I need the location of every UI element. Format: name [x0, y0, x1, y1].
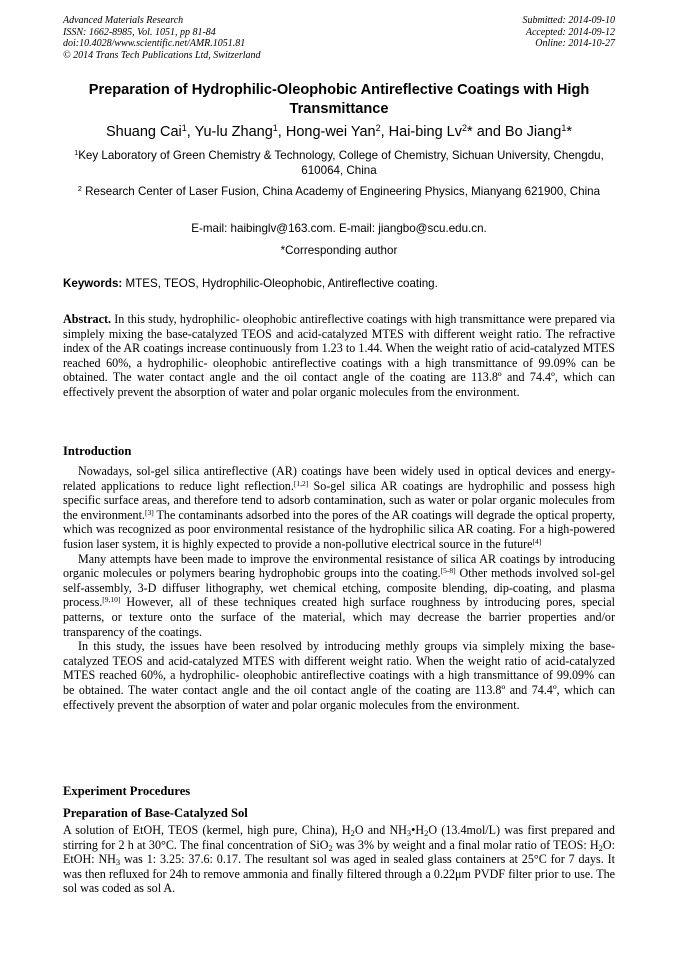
journal-copyright: © 2014 Trans Tech Publications Ltd, Switzerland: [63, 49, 261, 61]
affiliation-mark: 1: [74, 148, 79, 158]
subscript: 3: [115, 857, 121, 868]
text-run: Nowadays, sol-gel silica antireflective (AR) coatings have been widely used in optical devices and energy-related applications to reduce light reflection.: [63, 464, 615, 493]
abstract-text: In this study, hydrophilic- oleophobic antireflective coatings with high transmittance were prepared via simplely mixing the base-catalyzed TEOS and acid-catalyzed MTES with different weight ratio. The refractive index of the AR coatings increase continuously from 1.23 to 1.44. When the weight ratio of acid-catalyzed MTES reached 60%, a hydrophilic- oleophobic antireflective coatings with a high transmittance of 99.09% can be obtained. The water contact angle and the oil contact angle of the coating are 113.8º and 74.4º, which can effectively prevent the absorption of water and polar organic molecules from the environment.: [63, 312, 615, 399]
text-run: O and NH: [354, 823, 407, 837]
author-name: Hai-bing Lv: [388, 124, 462, 140]
text-run: O: EtOH: NH: [63, 837, 615, 867]
subscript: 2: [328, 842, 333, 853]
subscript: 3: [406, 828, 412, 839]
keywords-label: Keywords:: [63, 277, 123, 290]
introduction-paragraph-3: In this study, the issues have been resolved by introducing methly groups via simplely mixing the base-catalyzed TEOS and acid-catalyzed MTES with different weight ratio. When the weight ratio of acid-catalyzed MTES reached 60%, a hydrophilic- oleophobic antireflective coatings with a high transmittance of 99.09% can be obtained. The water contact angle and the oil contact angle of the coating are 113.8º and 74.4º, which can effectively prevent the absorption of water and polar organic molecules from the environment.: [63, 639, 615, 712]
abstract-label: Abstract.: [63, 312, 112, 326]
paper-title: Preparation of Hydrophilic-Oleophobic Antireflective Coatings with High Transmittance: [88, 82, 590, 117]
corresponding-star: *: [467, 124, 473, 140]
affiliation-mark: 2: [77, 184, 82, 194]
text-run: •H: [411, 823, 425, 837]
text-run: Many attempts have been made to improve the environmental resistance of silica AR coatings by introducing organic molecules or polymers bearing hydrophobic groups into the coating.: [63, 551, 615, 581]
text-run: Other methods involved sol-gel self-assembly, 3-D diffuser lithography, wet chemical etching, composite blending, dip-coating, and plasma process.: [63, 566, 615, 610]
experiment-paragraph-1: [63, 823, 615, 896]
text-run: However, all of these techniques created high surface roughness by introducing pores, special patterns, or texture onto the surface of the material, which may decrease the barrier properties and/or transparency of the coatings.: [63, 595, 615, 639]
base-catalyzed-sol-body: [63, 823, 615, 896]
author-conjunction: and: [476, 124, 501, 140]
publication-dates: [523, 15, 616, 50]
citation: [5-8]: [440, 566, 456, 576]
text-run: O (13.4mol/L) was first prepared and stirring for 2 h at 30°C. The final concentration of SiO: [63, 823, 615, 852]
citation: [9,10]: [102, 595, 121, 605]
experiment-heading: Experiment Procedures: [63, 784, 191, 798]
author-separator: ,: [186, 124, 191, 140]
author-separator: ,: [277, 124, 282, 140]
abstract: [63, 312, 615, 400]
author-name: Shuang Cai: [105, 124, 182, 140]
corresponding-star: *: [566, 124, 573, 140]
author-emails: E-mail: haibinglv@163.com. E-mail: jiangbo@scu.edu.cn.: [191, 222, 487, 235]
submitted-date: Submitted: 2014-09-10: [522, 15, 615, 26]
author-separator: ,: [380, 124, 385, 140]
introduction-paragraph-1: [63, 464, 615, 552]
corresponding-author-note: *Corresponding author: [280, 244, 398, 257]
text-run: A solution of EtOH, TEOS (kermel, high pure, China), H: [63, 823, 351, 837]
accepted-date: Accepted: 2014-09-12: [525, 26, 615, 38]
affiliation-text: Research Center of Laser Fusion, China Academy of Engineering Physics, Mianyang 621900, China: [85, 185, 601, 198]
text-run: was 1: 3.25: 37.6: 0.17. The resultant sol was aged in sealed glass containers at 25°C for 7 days. It was then refluxed for 24h to remove ammonia and finally filtered through a 0.22μm PVDF filter prior to use. The sol was coded as sol A.: [63, 852, 615, 896]
citation: [4]: [532, 536, 542, 546]
citation: [3]: [144, 507, 154, 517]
author-mark: 1: [272, 123, 278, 134]
author-mark: 2: [462, 123, 467, 134]
citation: [1,2]: [293, 478, 309, 488]
journal-doi: doi:10.4028/www.scientific.net/AMR.1051.81: [63, 38, 246, 49]
online-date: Online: 2014-10-27: [535, 38, 615, 49]
introduction-heading: Introduction: [63, 444, 132, 458]
text-run: So-gel silica AR coatings are hydrophilic and possess high specific surface areas, and therefore tend to adsorb contamination, such as water or polar organic molecules from the environment.: [63, 478, 615, 522]
subscript: 2: [350, 828, 355, 839]
subscript: 2: [598, 842, 603, 853]
journal-info: [63, 15, 261, 61]
author-mark: 1: [561, 123, 567, 134]
affiliation-1: [66, 148, 612, 178]
keywords: [63, 276, 615, 291]
base-catalyzed-sol-subheading: Preparation of Base-Catalyzed Sol: [63, 806, 248, 820]
author-name: Bo Jiang: [504, 124, 562, 140]
keywords-text: MTES, TEOS, Hydrophilic-Oleophobic, Antireflective coating.: [125, 277, 438, 290]
text-run: The contaminants adsorbed into the pores of the AR coatings will degrade the optical property, which was recognized as poor environmental resistance of the hydrophilic silica AR coating. For a high-powered fusion laser system, it is highly expected to provide a non-pollutive electrical source in the future: [63, 507, 616, 551]
author-mark: 1: [181, 123, 187, 134]
journal-issn: ISSN: 1662-8985, Vol. 1051, pp 81-84: [63, 26, 216, 38]
text-run: was 3% by weight and a final molar ratio of TEOS: H: [332, 837, 599, 852]
author-mark: 2: [375, 123, 381, 134]
introduction-body: [63, 464, 615, 712]
subscript: 2: [424, 828, 429, 839]
affiliation-2: [66, 184, 612, 199]
author-name: Hong-wei Yan: [285, 124, 376, 140]
author-list: [40, 123, 638, 141]
affiliation-text: Key Laboratory of Green Chemistry & Technology, College of Chemistry, Sichuan University, Chengdu, 610064, China: [78, 149, 604, 177]
introduction-paragraph-2: [63, 552, 615, 640]
journal-name: Advanced Materials Research: [63, 15, 184, 26]
author-name: Yu-lu Zhang: [194, 124, 273, 140]
